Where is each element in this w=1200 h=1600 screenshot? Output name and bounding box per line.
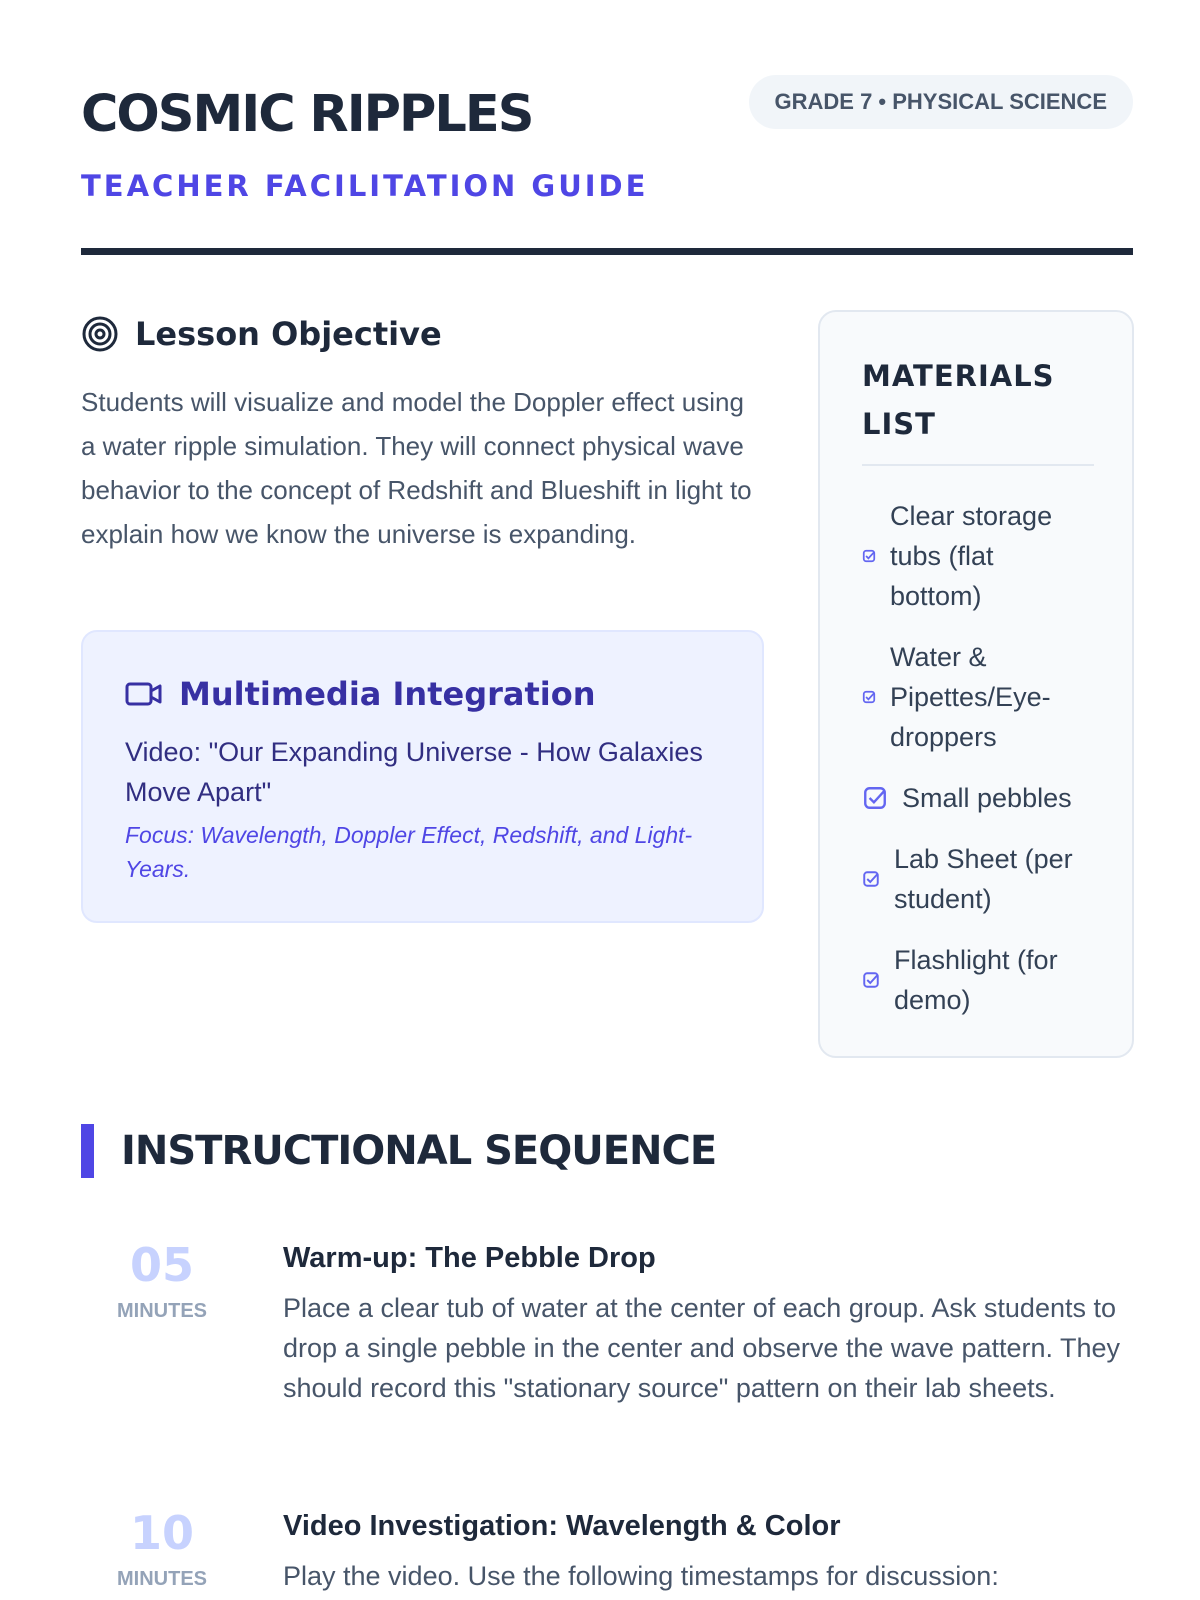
step-minutes: 10 — [129, 1506, 194, 1560]
checkbox-icon — [862, 971, 880, 989]
lesson-objective-heading: Lesson Objective — [135, 315, 442, 353]
multimedia-heading: Multimedia Integration — [179, 675, 596, 713]
lesson-objective-heading-row — [81, 312, 761, 356]
checkbox-icon — [862, 785, 888, 811]
material-label: Small pebbles — [902, 783, 1072, 813]
target-icon — [81, 315, 119, 353]
section-accent-bar — [81, 1124, 94, 1178]
multimedia-focus: Focus: Wavelength, Doppler Effect, Redshift, and Light-Years. — [125, 822, 693, 882]
header-divider — [81, 248, 1133, 255]
list-item — [862, 778, 1092, 818]
materials-heading: MATERIALS LIST — [862, 359, 1055, 441]
list-item — [862, 940, 1092, 1020]
lesson-objective-section — [81, 312, 761, 556]
material-label: Flashlight (for demo) — [894, 945, 1058, 1015]
step-title: Video Investigation: Wavelength & Color — [283, 1510, 841, 1542]
grade-badge: GRADE 7 • PHYSICAL SCIENCE — [749, 75, 1133, 129]
step-body — [283, 1236, 1133, 1408]
lesson-objective-text: Students will visualize and model the Doppler effect using a water ripple simulation. They will connect physical wave behavior to the concept of Redshift and Blueshift in light to explain how we know the universe is expanding. — [81, 387, 752, 549]
page-subtitle: TEACHER FACILITATION GUIDE — [81, 169, 649, 203]
checkbox-icon — [862, 870, 880, 888]
checkbox-icon — [862, 690, 876, 704]
material-label: Water & Pipettes/Eye-droppers — [890, 642, 1051, 752]
list-item — [862, 496, 1092, 616]
step-title: Warm-up: The Pebble Drop — [283, 1242, 656, 1274]
step-minutes-unit: MINUTES — [117, 1300, 207, 1322]
step-minutes-unit: MINUTES — [117, 1568, 207, 1590]
step-duration — [81, 1504, 243, 1591]
multimedia-heading-row — [125, 672, 720, 716]
multimedia-video-title: Video: "Our Expanding Universe - How Galaxies Move Apart" — [125, 737, 703, 807]
step-text: Play the video. Use the following timestamps for discussion: — [283, 1561, 999, 1591]
material-label: Lab Sheet (per student) — [894, 844, 1073, 914]
step-body — [283, 1504, 1133, 1596]
materials-list-panel — [818, 310, 1134, 1058]
materials-divider — [862, 464, 1094, 466]
list-item — [862, 637, 1092, 757]
step-duration — [81, 1236, 243, 1323]
video-camera-icon — [125, 680, 163, 708]
checkbox-icon — [862, 549, 876, 563]
instructional-sequence-heading: INSTRUCTIONAL SEQUENCE — [121, 1128, 717, 1174]
material-label: Clear storage tubs (flat bottom) — [890, 501, 1053, 611]
multimedia-integration-box — [81, 630, 764, 923]
page-title: COSMIC RIPPLES — [81, 85, 533, 144]
step-text: Place a clear tub of water at the center of each group. Ask students to drop a single pebble in the center and observe the wave pattern. They should record this "stationary source" pattern on their lab sheets. — [283, 1293, 1121, 1403]
instructional-sequence-heading-row — [81, 1124, 716, 1178]
document-header — [81, 84, 1133, 256]
materials-list — [862, 496, 1092, 1020]
step-minutes: 05 — [129, 1238, 194, 1292]
list-item — [862, 839, 1092, 919]
